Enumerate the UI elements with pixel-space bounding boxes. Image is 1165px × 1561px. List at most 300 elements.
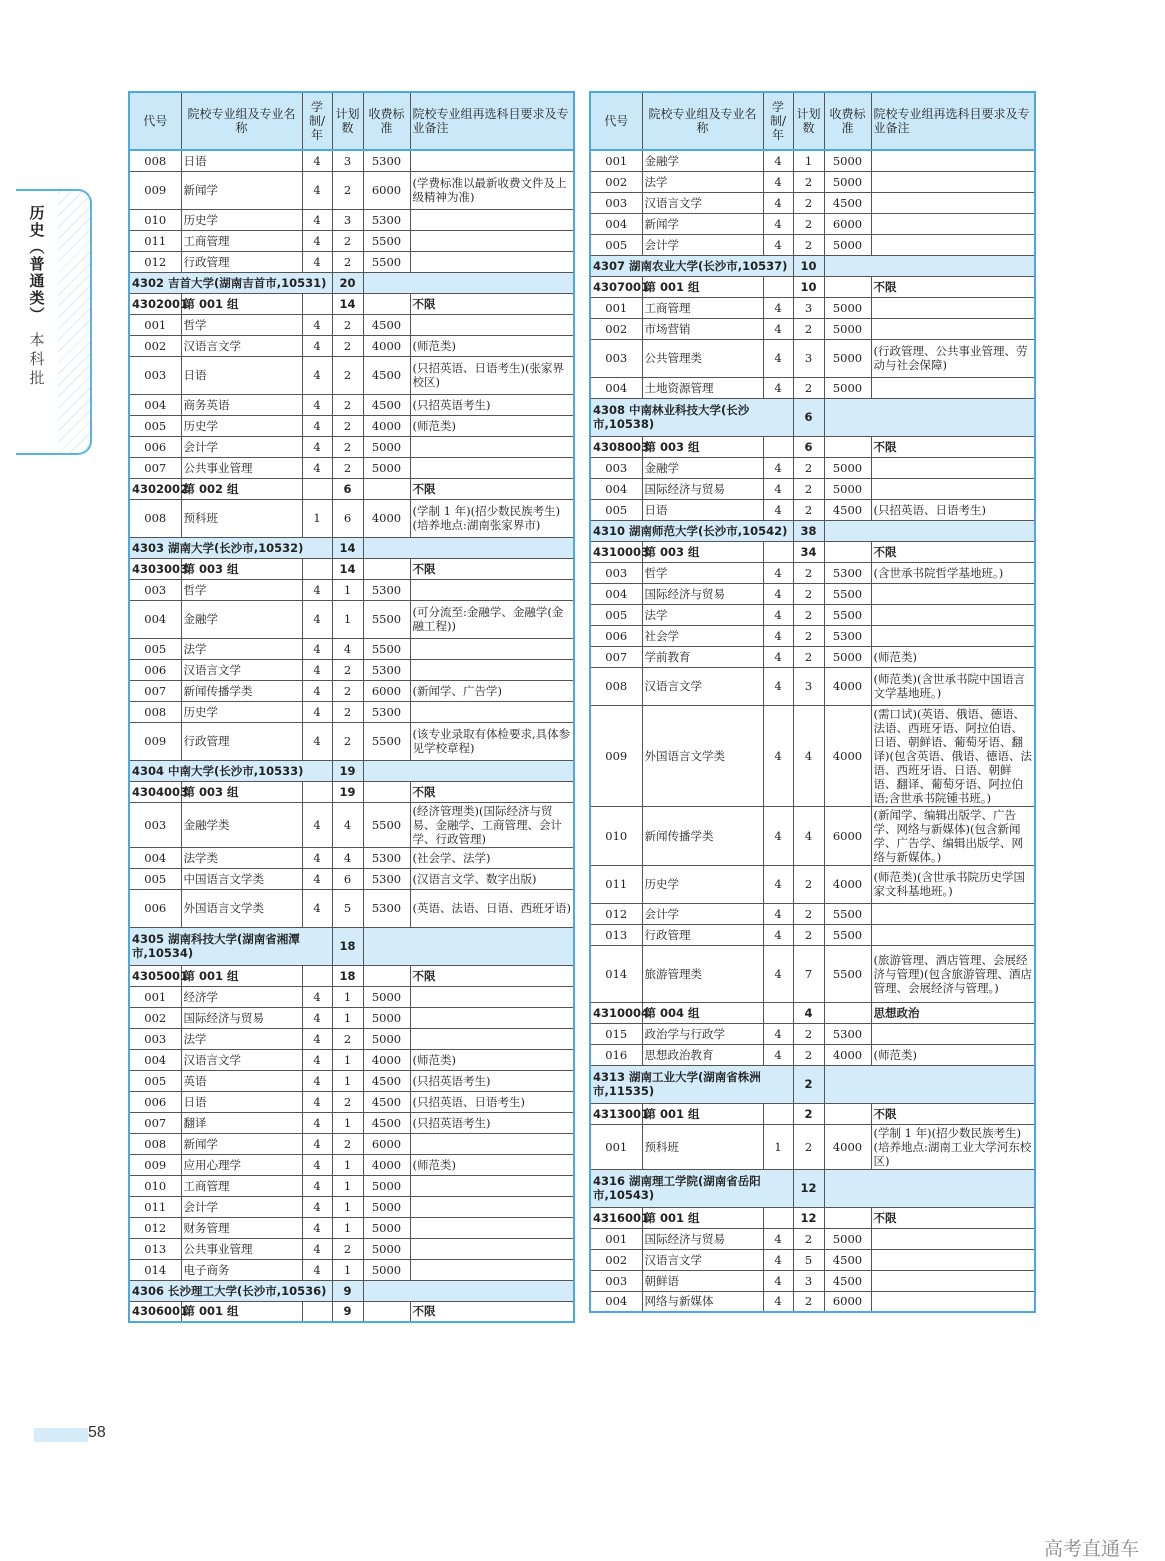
major-note: (只招英语、日语考生) bbox=[871, 499, 1035, 520]
major-name: 法学 bbox=[181, 638, 302, 659]
tuition-fee: 4500 bbox=[363, 1070, 410, 1091]
plan-count: 20 bbox=[332, 272, 363, 293]
group-code: 4313001 bbox=[590, 1103, 642, 1124]
major-name: 思想政治教育 bbox=[642, 1044, 763, 1065]
major-code: 013 bbox=[590, 924, 642, 945]
study-years: 4 bbox=[302, 1112, 332, 1133]
plan-count: 6 bbox=[332, 868, 363, 889]
study-years: 4 bbox=[763, 667, 793, 705]
section-title: 历史（普通类） bbox=[27, 205, 46, 324]
major-name: 国际经济与贸易 bbox=[642, 1228, 763, 1249]
study-years: 4 bbox=[763, 562, 793, 583]
plan-count: 2 bbox=[332, 457, 363, 478]
plan-count: 1 bbox=[332, 1112, 363, 1133]
major-row bbox=[129, 314, 574, 335]
study-years: 4 bbox=[763, 234, 793, 255]
tuition-fee: 5000 bbox=[363, 1238, 410, 1259]
major-row bbox=[129, 1070, 574, 1091]
major-name: 商务英语 bbox=[181, 394, 302, 415]
major-code: 004 bbox=[129, 600, 181, 638]
major-code: 012 bbox=[129, 1217, 181, 1238]
tuition-fee: 4500 bbox=[363, 1091, 410, 1112]
group-code: 4304003 bbox=[129, 781, 181, 802]
empty-cell bbox=[363, 272, 574, 293]
study-years: 4 bbox=[763, 171, 793, 192]
tuition-fee: 5500 bbox=[824, 583, 871, 604]
study-years: 4 bbox=[763, 865, 793, 903]
major-row bbox=[129, 680, 574, 701]
major-code: 007 bbox=[129, 680, 181, 701]
major-name: 汉语言文学 bbox=[642, 667, 763, 705]
major-name: 金融学 bbox=[642, 150, 763, 171]
tuition-fee: 5000 bbox=[824, 234, 871, 255]
subject-requirement: 不限 bbox=[410, 965, 574, 986]
major-name: 预科班 bbox=[181, 499, 302, 537]
major-name: 会计学 bbox=[642, 903, 763, 924]
tuition-fee: 4500 bbox=[363, 356, 410, 394]
tuition-fee: 5000 bbox=[363, 1196, 410, 1217]
plan-count: 2 bbox=[793, 1023, 824, 1044]
group-row bbox=[590, 1207, 1035, 1228]
plan-count: 2 bbox=[793, 903, 824, 924]
plan-count: 10 bbox=[793, 276, 824, 297]
plan-count: 2 bbox=[332, 680, 363, 701]
major-row bbox=[590, 1023, 1035, 1044]
tuition-fee: 4500 bbox=[824, 192, 871, 213]
major-note bbox=[410, 314, 574, 335]
major-row bbox=[590, 562, 1035, 583]
major-code: 002 bbox=[590, 318, 642, 339]
tuition-fee: 6000 bbox=[363, 1133, 410, 1154]
tuition-fee: 6000 bbox=[363, 680, 410, 701]
major-name: 会计学 bbox=[181, 1196, 302, 1217]
plan-count: 10 bbox=[793, 255, 824, 276]
school-name: 4308 中南林业科技大学(长沙市,10538) bbox=[590, 398, 793, 436]
major-row bbox=[590, 646, 1035, 667]
major-code: 004 bbox=[129, 394, 181, 415]
study-years: 4 bbox=[302, 1049, 332, 1070]
plan-count: 2 bbox=[793, 171, 824, 192]
plan-count: 2 bbox=[793, 213, 824, 234]
plan-count: 2 bbox=[793, 499, 824, 520]
study-years: 1 bbox=[302, 499, 332, 537]
major-code: 003 bbox=[590, 1270, 642, 1291]
major-note bbox=[871, 625, 1035, 646]
major-code: 006 bbox=[590, 625, 642, 646]
group-row bbox=[129, 965, 574, 986]
major-name: 经济学 bbox=[181, 986, 302, 1007]
major-note: (学制 1 年)(招少数民族考生)(培养地点:湖南工业大学河东校区) bbox=[871, 1124, 1035, 1169]
major-name: 法学 bbox=[642, 171, 763, 192]
empty-cell bbox=[763, 1207, 793, 1228]
study-years: 4 bbox=[302, 722, 332, 760]
empty-cell bbox=[363, 760, 574, 781]
group-name: 第 001 组 bbox=[181, 293, 302, 314]
major-name: 日语 bbox=[181, 356, 302, 394]
major-code: 008 bbox=[129, 499, 181, 537]
plan-count: 1 bbox=[332, 1154, 363, 1175]
school-row bbox=[590, 255, 1035, 276]
major-note bbox=[410, 986, 574, 1007]
group-code: 4306001 bbox=[129, 1301, 181, 1322]
major-note: (新闻学、广告学) bbox=[410, 680, 574, 701]
section-side-tab bbox=[16, 189, 92, 455]
plan-count: 1 bbox=[332, 1007, 363, 1028]
group-name: 第 001 组 bbox=[642, 1207, 763, 1228]
major-note bbox=[410, 1175, 574, 1196]
major-row bbox=[590, 667, 1035, 705]
empty-cell bbox=[824, 1002, 871, 1023]
major-name: 新闻学 bbox=[181, 1133, 302, 1154]
plan-count: 3 bbox=[793, 667, 824, 705]
empty-cell bbox=[363, 558, 410, 579]
major-row bbox=[590, 171, 1035, 192]
study-years: 4 bbox=[302, 1154, 332, 1175]
major-row bbox=[590, 1228, 1035, 1249]
major-row bbox=[129, 209, 574, 230]
major-code: 005 bbox=[590, 234, 642, 255]
group-code: 4308003 bbox=[590, 436, 642, 457]
group-code: 4316001 bbox=[590, 1207, 642, 1228]
study-years: 4 bbox=[763, 297, 793, 318]
major-note: (只招英语考生) bbox=[410, 1070, 574, 1091]
tuition-fee: 5000 bbox=[824, 457, 871, 478]
empty-cell bbox=[363, 478, 410, 499]
group-code: 4307001 bbox=[590, 276, 642, 297]
major-code: 010 bbox=[129, 209, 181, 230]
study-years: 4 bbox=[763, 583, 793, 604]
major-row bbox=[590, 478, 1035, 499]
study-years: 4 bbox=[302, 889, 332, 927]
major-name: 汉语言文学 bbox=[642, 1249, 763, 1270]
major-code: 011 bbox=[590, 865, 642, 903]
major-code: 014 bbox=[590, 945, 642, 1002]
major-code: 005 bbox=[129, 1070, 181, 1091]
major-row bbox=[590, 1270, 1035, 1291]
major-row bbox=[590, 583, 1035, 604]
tuition-fee: 5500 bbox=[363, 230, 410, 251]
plan-count: 1 bbox=[332, 1259, 363, 1280]
major-note bbox=[410, 457, 574, 478]
study-years: 4 bbox=[302, 251, 332, 272]
tuition-fee: 4000 bbox=[824, 705, 871, 806]
major-note bbox=[871, 457, 1035, 478]
major-name: 日语 bbox=[181, 1091, 302, 1112]
subject-requirement: 不限 bbox=[410, 781, 574, 802]
plan-count: 3 bbox=[793, 297, 824, 318]
subject-requirement: 思想政治 bbox=[871, 1002, 1035, 1023]
study-years: 4 bbox=[763, 1270, 793, 1291]
tuition-fee: 5000 bbox=[824, 339, 871, 377]
study-years: 4 bbox=[302, 1259, 332, 1280]
major-code: 004 bbox=[590, 583, 642, 604]
major-code: 007 bbox=[129, 457, 181, 478]
empty-cell bbox=[763, 541, 793, 562]
tuition-fee: 5000 bbox=[824, 297, 871, 318]
major-code: 006 bbox=[129, 889, 181, 927]
major-row bbox=[590, 213, 1035, 234]
major-row bbox=[590, 1124, 1035, 1169]
plan-count: 3 bbox=[793, 339, 824, 377]
empty-cell bbox=[363, 965, 410, 986]
tuition-fee: 5500 bbox=[363, 802, 410, 847]
major-code: 003 bbox=[129, 579, 181, 600]
plan-count: 1 bbox=[332, 600, 363, 638]
tuition-fee: 5000 bbox=[363, 457, 410, 478]
school-name: 4316 湖南理工学院(湖南省岳阳市,10543) bbox=[590, 1169, 793, 1207]
school-name: 4313 湖南工业大学(湖南省株洲市,11535) bbox=[590, 1065, 793, 1103]
major-code: 001 bbox=[590, 297, 642, 318]
major-name: 工商管理 bbox=[181, 1175, 302, 1196]
major-row bbox=[129, 1154, 574, 1175]
group-code: 4310004 bbox=[590, 1002, 642, 1023]
tuition-fee: 5500 bbox=[824, 945, 871, 1002]
header-name: 院校专业组及专业名称 bbox=[181, 92, 302, 150]
plan-count: 2 bbox=[793, 924, 824, 945]
major-row bbox=[129, 436, 574, 457]
major-note: (学制 1 年)(招少数民族考生)(培养地点:湖南张家界市) bbox=[410, 499, 574, 537]
major-row bbox=[129, 1259, 574, 1280]
plan-count: 6 bbox=[793, 436, 824, 457]
major-name: 哲学 bbox=[642, 562, 763, 583]
plan-count: 2 bbox=[793, 604, 824, 625]
major-note bbox=[410, 251, 574, 272]
major-note bbox=[410, 579, 574, 600]
study-years: 4 bbox=[302, 436, 332, 457]
plan-count: 2 bbox=[793, 318, 824, 339]
group-code: 4305001 bbox=[129, 965, 181, 986]
major-note bbox=[871, 297, 1035, 318]
major-name: 新闻学 bbox=[181, 171, 302, 209]
major-row bbox=[129, 415, 574, 436]
tuition-fee: 5300 bbox=[363, 847, 410, 868]
tuition-fee: 5000 bbox=[824, 478, 871, 499]
empty-cell bbox=[763, 1103, 793, 1124]
major-code: 011 bbox=[129, 230, 181, 251]
plan-count: 2 bbox=[793, 865, 824, 903]
group-code: 4302001 bbox=[129, 293, 181, 314]
header-years: 学制/年 bbox=[763, 92, 793, 150]
major-code: 013 bbox=[129, 1238, 181, 1259]
plan-count: 2 bbox=[332, 394, 363, 415]
study-years: 4 bbox=[302, 457, 332, 478]
study-years: 4 bbox=[302, 868, 332, 889]
major-row bbox=[129, 889, 574, 927]
major-name: 中国语言文学类 bbox=[181, 868, 302, 889]
major-note bbox=[410, 701, 574, 722]
plan-count: 4 bbox=[793, 806, 824, 865]
major-note bbox=[871, 234, 1035, 255]
empty-cell bbox=[763, 276, 793, 297]
major-name: 预科班 bbox=[642, 1124, 763, 1169]
major-name: 法学类 bbox=[181, 847, 302, 868]
tuition-fee: 4000 bbox=[363, 415, 410, 436]
major-code: 001 bbox=[590, 150, 642, 171]
major-code: 003 bbox=[129, 802, 181, 847]
subject-requirement: 不限 bbox=[871, 1103, 1035, 1124]
major-code: 001 bbox=[129, 986, 181, 1007]
major-row bbox=[129, 1217, 574, 1238]
tuition-fee: 4000 bbox=[824, 1124, 871, 1169]
major-name: 金融学 bbox=[642, 457, 763, 478]
major-row bbox=[590, 604, 1035, 625]
tuition-fee: 4000 bbox=[824, 1044, 871, 1065]
tuition-fee: 5300 bbox=[824, 625, 871, 646]
major-note bbox=[410, 638, 574, 659]
empty-cell bbox=[363, 293, 410, 314]
study-years: 4 bbox=[302, 1238, 332, 1259]
plan-count: 6 bbox=[793, 398, 824, 436]
study-years: 4 bbox=[302, 394, 332, 415]
plan-count: 2 bbox=[332, 171, 363, 209]
tuition-fee: 5000 bbox=[363, 436, 410, 457]
plan-count: 1 bbox=[332, 1070, 363, 1091]
tuition-fee: 6000 bbox=[824, 1291, 871, 1312]
major-row bbox=[129, 335, 574, 356]
group-name: 第 003 组 bbox=[181, 781, 302, 802]
major-row bbox=[590, 625, 1035, 646]
major-name: 英语 bbox=[181, 1070, 302, 1091]
tuition-fee: 4000 bbox=[363, 1154, 410, 1175]
major-name: 网络与新媒体 bbox=[642, 1291, 763, 1312]
plan-count: 9 bbox=[332, 1301, 363, 1322]
plan-count: 2 bbox=[332, 314, 363, 335]
major-note bbox=[410, 436, 574, 457]
major-code: 006 bbox=[129, 436, 181, 457]
plan-count: 2 bbox=[793, 562, 824, 583]
study-years: 4 bbox=[302, 171, 332, 209]
study-years: 4 bbox=[763, 339, 793, 377]
major-code: 003 bbox=[129, 356, 181, 394]
plan-count: 2 bbox=[793, 192, 824, 213]
tuition-fee: 5300 bbox=[363, 579, 410, 600]
study-years: 4 bbox=[763, 625, 793, 646]
study-years: 4 bbox=[302, 415, 332, 436]
plan-count: 4 bbox=[793, 705, 824, 806]
study-years: 4 bbox=[763, 903, 793, 924]
study-years: 4 bbox=[763, 1023, 793, 1044]
empty-cell bbox=[824, 520, 1035, 541]
school-row bbox=[129, 537, 574, 558]
major-row bbox=[590, 339, 1035, 377]
group-row bbox=[129, 293, 574, 314]
study-years: 4 bbox=[302, 356, 332, 394]
major-code: 004 bbox=[590, 213, 642, 234]
group-name: 第 001 组 bbox=[642, 276, 763, 297]
study-years: 4 bbox=[302, 1196, 332, 1217]
major-note: (师范类)(含世承书院中国语言文学基地班。) bbox=[871, 667, 1035, 705]
study-years: 4 bbox=[763, 377, 793, 398]
tuition-fee: 6000 bbox=[363, 171, 410, 209]
plan-count: 2 bbox=[332, 722, 363, 760]
plan-count: 14 bbox=[332, 293, 363, 314]
subject-requirement: 不限 bbox=[410, 558, 574, 579]
major-row bbox=[129, 638, 574, 659]
major-row bbox=[129, 1196, 574, 1217]
empty-cell bbox=[302, 293, 332, 314]
major-note: (英语、法语、日语、西班牙语) bbox=[410, 889, 574, 927]
school-name: 4306 长沙理工大学(长沙市,10536) bbox=[129, 1280, 332, 1301]
plan-count: 19 bbox=[332, 760, 363, 781]
plan-count: 2 bbox=[332, 230, 363, 251]
plan-count: 14 bbox=[332, 558, 363, 579]
major-note: (学费标准以最新收费文件及上级精神为准) bbox=[410, 171, 574, 209]
major-name: 行政管理 bbox=[181, 722, 302, 760]
tuition-fee: 5300 bbox=[363, 701, 410, 722]
plan-count: 38 bbox=[793, 520, 824, 541]
tuition-fee: 5000 bbox=[824, 1228, 871, 1249]
plan-count: 6 bbox=[332, 499, 363, 537]
major-name: 汉语言文学 bbox=[181, 335, 302, 356]
study-years: 4 bbox=[302, 150, 332, 171]
major-note: (师范类) bbox=[410, 1049, 574, 1070]
major-row bbox=[590, 318, 1035, 339]
table-header-row bbox=[590, 92, 1035, 150]
major-name: 公共事业管理 bbox=[181, 1238, 302, 1259]
major-code: 008 bbox=[129, 150, 181, 171]
study-years: 4 bbox=[763, 478, 793, 499]
plan-count: 2 bbox=[332, 415, 363, 436]
major-name: 新闻传播学类 bbox=[642, 806, 763, 865]
tuition-fee: 5300 bbox=[363, 659, 410, 680]
major-row bbox=[129, 802, 574, 847]
plan-count: 18 bbox=[332, 927, 363, 965]
group-name: 第 002 组 bbox=[181, 478, 302, 499]
tuition-fee: 5500 bbox=[363, 638, 410, 659]
major-name: 工商管理 bbox=[181, 230, 302, 251]
major-note bbox=[871, 377, 1035, 398]
major-row bbox=[129, 659, 574, 680]
study-years: 4 bbox=[763, 646, 793, 667]
major-note bbox=[871, 1023, 1035, 1044]
major-note bbox=[871, 1249, 1035, 1270]
page-number-bar bbox=[34, 1428, 88, 1442]
major-note bbox=[410, 1238, 574, 1259]
study-years: 4 bbox=[302, 986, 332, 1007]
major-note: (社会学、法学) bbox=[410, 847, 574, 868]
study-years: 4 bbox=[302, 847, 332, 868]
plan-count: 9 bbox=[332, 1280, 363, 1301]
study-years: 4 bbox=[302, 209, 332, 230]
study-years: 4 bbox=[763, 604, 793, 625]
plan-count: 2 bbox=[793, 1065, 824, 1103]
empty-cell bbox=[824, 398, 1035, 436]
major-code: 004 bbox=[590, 377, 642, 398]
major-note: (师范类) bbox=[410, 335, 574, 356]
group-name: 第 001 组 bbox=[181, 1301, 302, 1322]
major-row bbox=[129, 722, 574, 760]
plan-count: 2 bbox=[793, 625, 824, 646]
major-row bbox=[590, 1044, 1035, 1065]
header-code: 代号 bbox=[129, 92, 181, 150]
empty-cell bbox=[763, 1002, 793, 1023]
header-notes: 院校专业组再选科目要求及专业备注 bbox=[871, 92, 1035, 150]
major-name: 历史学 bbox=[181, 701, 302, 722]
study-years: 4 bbox=[302, 1091, 332, 1112]
major-name: 会计学 bbox=[642, 234, 763, 255]
plan-count: 6 bbox=[332, 478, 363, 499]
header-name: 院校专业组及专业名称 bbox=[642, 92, 763, 150]
school-name: 4302 吉首大学(湖南吉首市,10531) bbox=[129, 272, 332, 293]
plan-count: 2 bbox=[332, 1028, 363, 1049]
major-note bbox=[871, 1291, 1035, 1312]
school-name: 4305 湖南科技大学(湖南省湘潭市,10534) bbox=[129, 927, 332, 965]
major-note bbox=[410, 1217, 574, 1238]
plan-count: 2 bbox=[332, 356, 363, 394]
major-row bbox=[129, 150, 574, 171]
plan-count: 2 bbox=[793, 1044, 824, 1065]
group-name: 第 001 组 bbox=[181, 965, 302, 986]
